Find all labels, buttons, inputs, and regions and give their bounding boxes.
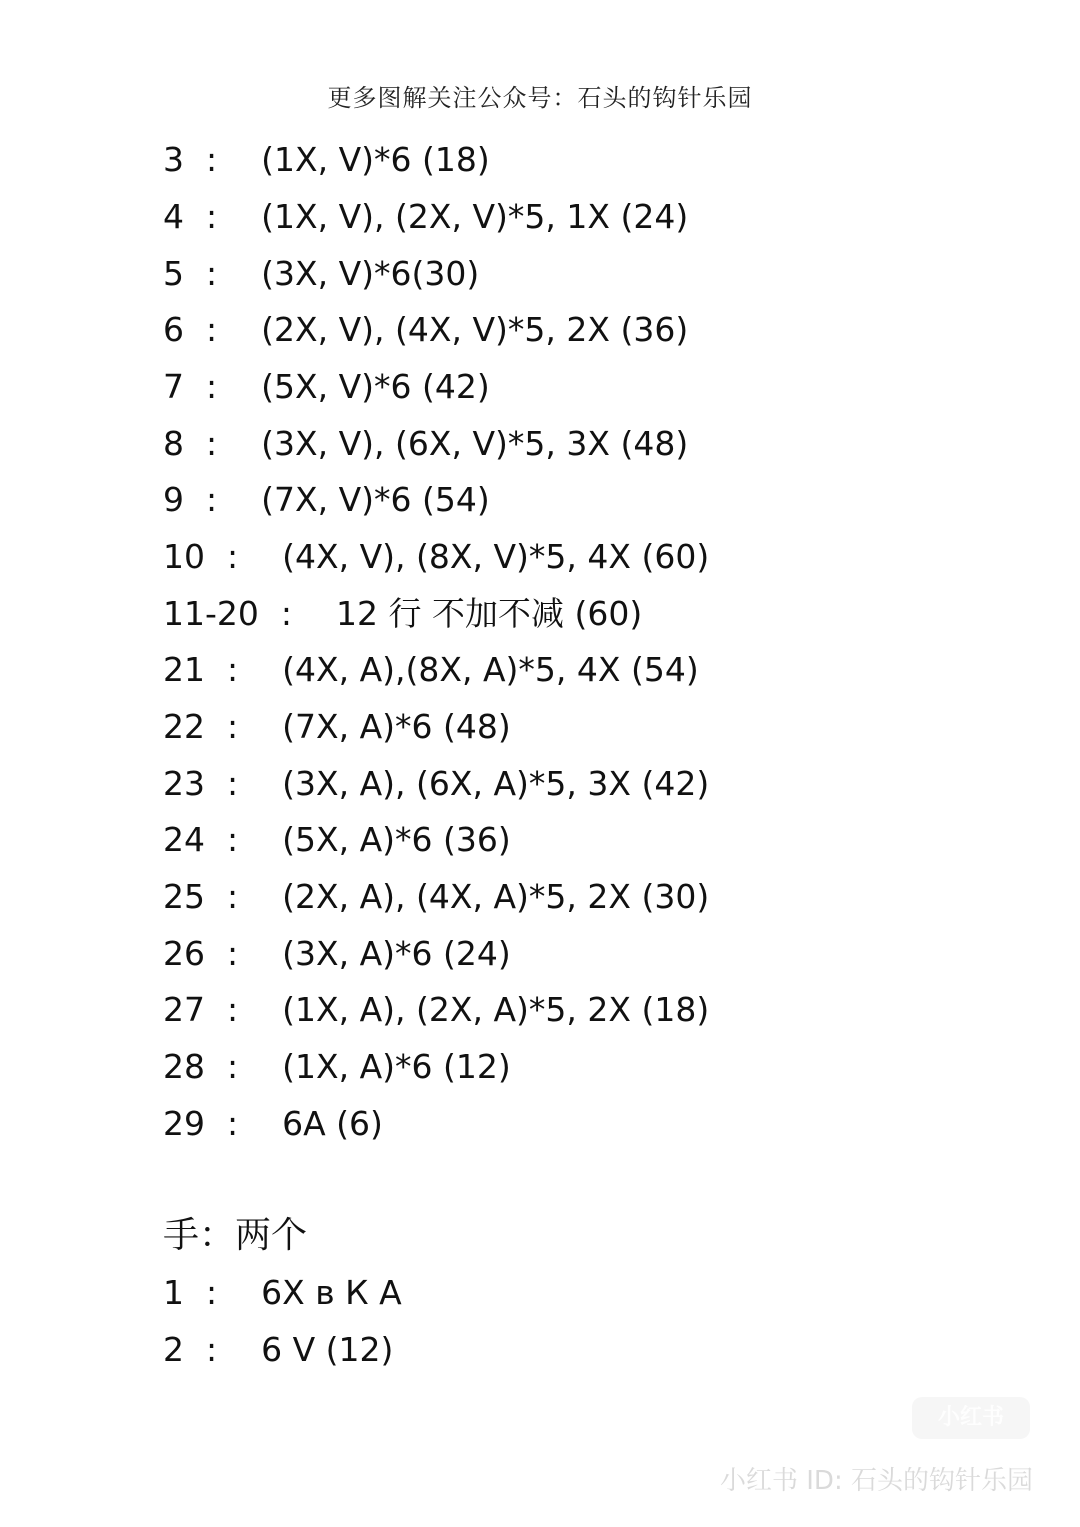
pattern-row: 3 : (1X, V)*6 (18) xyxy=(163,136,490,184)
row-number: 23 xyxy=(163,764,205,803)
row-number: 11-20 xyxy=(163,594,259,633)
pattern-row: 26 : (3X, A)*6 (24) xyxy=(163,930,511,978)
row-number: 29 xyxy=(163,1104,205,1143)
row-number: 21 xyxy=(163,650,205,689)
pattern-row: 5 : (3X, V)*6(30) xyxy=(163,250,479,298)
row-number: 24 xyxy=(163,820,205,859)
row-instruction: 6 V (12) xyxy=(261,1330,394,1369)
row-number: 9 xyxy=(163,480,184,519)
pattern-row: 7 : (5X, V)*6 (42) xyxy=(163,363,490,411)
row-instruction: (3X, A), (6X, A)*5, 3X (42) xyxy=(282,764,710,803)
row-instruction: (1X, V)*6 (18) xyxy=(261,140,490,179)
row-number: 26 xyxy=(163,934,205,973)
row-instruction: 6A (6) xyxy=(282,1104,383,1143)
pattern-row: 21 : (4X, A),(8X, A)*5, 4X (54) xyxy=(163,646,699,694)
row-instruction: (5X, V)*6 (42) xyxy=(261,367,490,406)
row-instruction: (1X, V), (2X, V)*5, 1X (24) xyxy=(261,197,689,236)
row-number: 1 xyxy=(163,1273,184,1312)
row-instruction: (4X, A),(8X, A)*5, 4X (54) xyxy=(282,650,699,689)
pattern-row: 22 : (7X, A)*6 (48) xyxy=(163,703,511,751)
row-instruction: (7X, A)*6 (48) xyxy=(282,707,511,746)
row-number: 25 xyxy=(163,877,205,916)
pattern-row: 29 : 6A (6) xyxy=(163,1100,383,1148)
row-instruction: (1X, A), (2X, A)*5, 2X (18) xyxy=(282,990,710,1029)
hand-row: 2 : 6 V (12) xyxy=(163,1326,393,1374)
row-instruction: (2X, A), (4X, A)*5, 2X (30) xyxy=(282,877,710,916)
row-number: 7 xyxy=(163,367,184,406)
row-number: 28 xyxy=(163,1047,205,1086)
watermark-logo: 小红书 xyxy=(912,1397,1030,1439)
watermark-text: 小红书 ID: 石头的钩针乐园 xyxy=(720,1466,1033,1496)
row-instruction: (1X, A)*6 (12) xyxy=(282,1047,511,1086)
row-instruction: (3X, V)*6(30) xyxy=(261,254,480,293)
row-instruction: (4X, V), (8X, V)*5, 4X (60) xyxy=(282,537,710,576)
row-number: 6 xyxy=(163,310,184,349)
row-number: 3 xyxy=(163,140,184,179)
pattern-row: 4 : (1X, V), (2X, V)*5, 1X (24) xyxy=(163,193,688,241)
row-instruction: (5X, A)*6 (36) xyxy=(282,820,511,859)
row-instruction: (3X, A)*6 (24) xyxy=(282,934,511,973)
pattern-row: 11-20 : 12 行 不加不减 (60) xyxy=(163,590,642,638)
pattern-row: 27 : (1X, A), (2X, A)*5, 2X (18) xyxy=(163,986,709,1034)
pattern-row: 28 : (1X, A)*6 (12) xyxy=(163,1043,511,1091)
row-instruction: (2X, V), (4X, V)*5, 2X (36) xyxy=(261,310,689,349)
row-number: 22 xyxy=(163,707,205,746)
pattern-row: 23 : (3X, A), (6X, A)*5, 3X (42) xyxy=(163,760,709,808)
section-heading-hands: 手：两个 xyxy=(163,1215,308,1256)
pattern-row: 8 : (3X, V), (6X, V)*5, 3X (48) xyxy=(163,420,688,468)
pattern-row: 9 : (7X, V)*6 (54) xyxy=(163,476,490,524)
row-instruction: (7X, V)*6 (54) xyxy=(261,480,490,519)
row-instruction: (3X, V), (6X, V)*5, 3X (48) xyxy=(261,424,689,463)
row-number: 10 xyxy=(163,537,205,576)
row-number: 8 xyxy=(163,424,184,463)
row-instruction: 6X в К А xyxy=(261,1273,402,1312)
pattern-row: 6 : (2X, V), (4X, V)*5, 2X (36) xyxy=(163,306,688,354)
pattern-row: 24 : (5X, A)*6 (36) xyxy=(163,816,511,864)
pattern-row: 25 : (2X, A), (4X, A)*5, 2X (30) xyxy=(163,873,709,921)
row-number: 2 xyxy=(163,1330,184,1369)
hand-row: 1 : 6X в К А xyxy=(163,1269,402,1317)
row-instruction: 12 行 不加不减 (60) xyxy=(336,594,643,633)
row-number: 27 xyxy=(163,990,205,1029)
row-number: 4 xyxy=(163,197,184,236)
row-number: 5 xyxy=(163,254,184,293)
pattern-row: 10 : (4X, V), (8X, V)*5, 4X (60) xyxy=(163,533,709,581)
page-header: 更多图解关注公众号：石头的钩针乐园 xyxy=(327,84,753,112)
